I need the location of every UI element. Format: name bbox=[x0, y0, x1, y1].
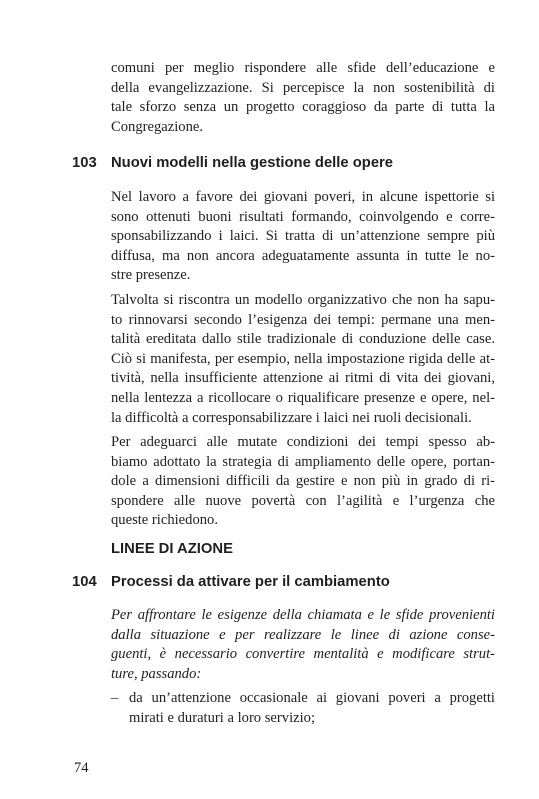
text-line: tale sforzo senza un progetto coraggioso da parte di tutta la bbox=[111, 99, 495, 116]
text-line: ture, passando: bbox=[111, 665, 202, 682]
paragraph-3 bbox=[111, 433, 495, 531]
section-number-104: 104 bbox=[72, 574, 97, 590]
text-line: dalla situazione e per realizzare le linee di azione conse- bbox=[111, 626, 495, 643]
text-line: diffusa, ma non ancora adeguatamente assunta in tutte le no- bbox=[111, 247, 495, 264]
text-line: guenti, è necessario convertire mentalità e modificare strut- bbox=[111, 646, 495, 663]
text-line: biamo adottato la strategia di ampliamento delle opere, portan- bbox=[111, 453, 495, 470]
section-title-104: Processi da attivare per il cambiamento bbox=[111, 574, 390, 590]
section-number-103: 103 bbox=[72, 155, 97, 171]
text-line: sponsabilizzando i laici. Si tratta di un’attenzione sempre più bbox=[111, 228, 495, 245]
text-line: dole a dimensioni difficili da gestire e non più in grado di ri- bbox=[111, 473, 495, 490]
text-line: queste richiedono. bbox=[111, 512, 218, 529]
intro-paragraph bbox=[111, 59, 495, 137]
paragraph-2 bbox=[111, 291, 495, 428]
text-line: Per affrontare le esigenze della chiamata e le sfide provenienti bbox=[111, 607, 495, 623]
text-line: tività, nella insufficiente attenzione ai ritmi di vita dei giovani, bbox=[111, 370, 495, 387]
list-dash: – bbox=[111, 690, 119, 706]
text-line: talità ereditata dallo stile tradizionale di conduzione delle case. bbox=[111, 331, 495, 348]
text-line: Ciò si manifesta, per esempio, nella impostazione rigida delle at- bbox=[111, 350, 495, 367]
text-line: Congregazione. bbox=[111, 118, 203, 135]
text-line: comuni per meglio rispondere alle sfide dell’educazione e bbox=[111, 60, 495, 76]
text-line: sono ottenuti buoni risultati formando, coinvolgendo e corre- bbox=[111, 208, 495, 225]
text-line: della evangelizzazione. Si percepisce la non sostenibilità di bbox=[111, 79, 495, 96]
text-line: Talvolta si riscontra un modello organizzativo che non ha sapu- bbox=[111, 292, 495, 308]
text-line: Nel lavoro a favore dei giovani poveri, in alcune ispettorie si bbox=[111, 189, 495, 205]
text-line: to rinnovarsi secondo l’esigenza dei tempi: permane una men- bbox=[111, 311, 495, 328]
text-line: la difficoltà a corresponsabilizzare i laici nei ruoli decisionali. bbox=[111, 409, 472, 426]
section-title-103: Nuovi modelli nella gestione delle opere bbox=[111, 155, 394, 171]
text-line: da un’attenzione occasionale ai giovani poveri a progetti bbox=[129, 690, 495, 706]
text-line: nella lentezza a ricollocare o riqualificare presenze e opere, nel- bbox=[111, 389, 495, 406]
linee-di-azione-heading: LINEE DI AZIONE bbox=[111, 541, 233, 557]
text-line: mirati e duraturi a loro servizio; bbox=[129, 709, 316, 726]
paragraph-1 bbox=[111, 188, 495, 286]
page-number: 74 bbox=[74, 760, 89, 776]
italic-paragraph bbox=[111, 606, 495, 684]
text-line: Per adeguarci alle mutate condizioni dei tempi spesso ab- bbox=[111, 434, 495, 450]
text-line: spondere alle nuove povertà con l’agilità e l’urgenza che bbox=[111, 492, 495, 509]
list-item bbox=[129, 689, 495, 728]
text-line: stre presenze. bbox=[111, 267, 191, 284]
